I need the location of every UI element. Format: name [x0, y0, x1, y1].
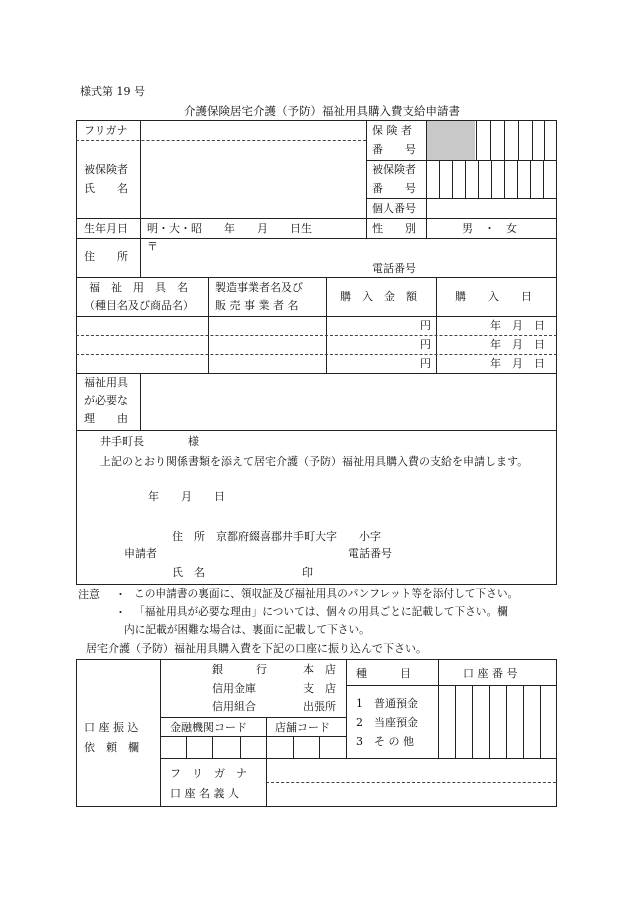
branch-name-field[interactable] — [267, 660, 301, 716]
sex-label: 性 別 — [372, 222, 416, 235]
branch-code-field[interactable] — [267, 737, 345, 757]
declaration-statement: 上記のとおり関係書類を添えて居宅介護（予防）福祉用具購入費の支給を申請します。 — [100, 455, 529, 468]
account-type-other[interactable]: 3 そ の 他 — [356, 735, 414, 748]
account-type-ordinary[interactable]: 1 普通預金 — [356, 697, 418, 710]
account-holder-label: 口 座 名 義 人 — [170, 787, 239, 800]
note-1: この申請書の裏面に、領収証及び福祉用具のパンフレット等を添付して下さい。 — [134, 587, 519, 600]
account-number-header: 口 座 番 号 — [463, 667, 518, 680]
branch-type-branch: 支 店 — [303, 682, 336, 695]
purchase-date[interactable]: 年 月 日 — [490, 319, 545, 332]
notes-label: 注意 — [78, 588, 100, 601]
note-2: 「福祉用具が必要な理由」については、個々の用具ごとに記載して下さい。欄 — [134, 605, 508, 618]
account-number-field[interactable] — [439, 686, 555, 757]
holder-furigana-field[interactable] — [267, 759, 555, 781]
applicant-address[interactable]: 住 所 京都府綴喜郡井手町大字 小字 — [172, 530, 381, 543]
yen-unit: 円 — [420, 338, 431, 351]
institution-code-label: 金融機関コード — [170, 721, 247, 734]
applicant-name-label: 氏 名 — [172, 566, 205, 579]
insured-name-field[interactable] — [141, 141, 365, 217]
bank-name-field[interactable] — [161, 660, 209, 716]
note-bullet: ・ — [115, 606, 126, 619]
bank-transfer-label: 口 座 振 込 — [84, 721, 139, 734]
furigana-field[interactable] — [141, 121, 365, 139]
birth-date-label: 生年月日 — [84, 222, 128, 235]
yen-unit: 円 — [420, 319, 431, 332]
amount-header: 購 入 金 額 — [340, 290, 417, 303]
address-field[interactable] — [160, 239, 555, 259]
personal-number-field[interactable] — [427, 199, 555, 217]
purchase-date-header: 購 入 日 — [455, 290, 532, 303]
bank-type-bank: 銀 行 — [212, 663, 267, 676]
birth-date-value[interactable]: 明・大・昭 年 月 日生 — [147, 222, 312, 235]
insured-number-label: 被保険者 — [372, 163, 416, 176]
insurer-number-label: 保 険 者 — [372, 124, 412, 137]
insurer-number-label-2: 番 号 — [372, 143, 416, 156]
purchase-date[interactable]: 年 月 日 — [490, 338, 545, 351]
account-type-header: 種 目 — [356, 667, 411, 680]
reason-label-2: が必要な — [84, 394, 128, 407]
account-holder-field[interactable] — [267, 784, 555, 805]
seal-mark: 印 — [302, 566, 313, 579]
account-type-current[interactable]: 2 当座預金 — [356, 716, 418, 729]
furigana-label: フリガナ — [84, 124, 128, 137]
reason-field[interactable] — [141, 374, 555, 429]
applicant-phone-label: 電話番号 — [348, 547, 392, 560]
note-bullet: ・ — [115, 588, 126, 601]
reason-label: 福祉用具 — [84, 376, 128, 389]
institution-code-field[interactable] — [161, 737, 265, 757]
bank-type-kumiai: 信用組合 — [212, 700, 256, 713]
insured-name-label-2: 氏 名 — [84, 182, 128, 195]
maker-header-sub: 販 売 事 業 者 名 — [215, 299, 299, 312]
insured-name-label: 被保険者 — [84, 163, 128, 176]
branch-type-office: 出張所 — [303, 700, 336, 713]
yen-unit: 円 — [420, 357, 431, 370]
postal-mark: 〒 — [147, 240, 158, 253]
item-name-header-sub: （種目名及び商品名） — [84, 299, 194, 312]
insured-number-label-2: 番 号 — [372, 182, 416, 195]
bank-transfer-label-2: 依 頼 欄 — [84, 741, 139, 754]
sex-value[interactable]: 男 ・ 女 — [462, 222, 517, 235]
phone-label: 電話番号 — [372, 262, 416, 275]
declaration-date[interactable]: 年 月 日 — [148, 490, 225, 503]
bank-type-shinkin: 信用金庫 — [212, 682, 256, 695]
address-label: 住 所 — [84, 250, 128, 263]
transfer-intro: 居宅介護（予防）福祉用具購入費を下記の口座に振り込んで下さい。 — [86, 642, 427, 655]
page-title: 介護保険居宅介護（予防）福祉用具購入費支給申請書 — [184, 104, 460, 118]
branch-type-main: 本 店 — [303, 663, 336, 676]
form-number: 様式第 19 号 — [80, 85, 145, 98]
branch-code-label: 店舗コード — [275, 721, 330, 734]
personal-number-label: 個人番号 — [372, 202, 416, 215]
item-name-header: 福 祉 用 具 名 — [89, 281, 188, 294]
note-2-continued: 内に記載が困難な場合は、裏面に記載して下さい。 — [124, 623, 370, 636]
maker-header: 製造事業者名及び — [215, 281, 303, 294]
purchase-date[interactable]: 年 月 日 — [490, 357, 545, 370]
reason-label-3: 理 由 — [84, 412, 128, 425]
addressee: 井手町長 様 — [100, 435, 199, 448]
holder-furigana-label: フ リ ガ ナ — [170, 767, 247, 780]
applicant-label: 申請者 — [124, 547, 157, 560]
